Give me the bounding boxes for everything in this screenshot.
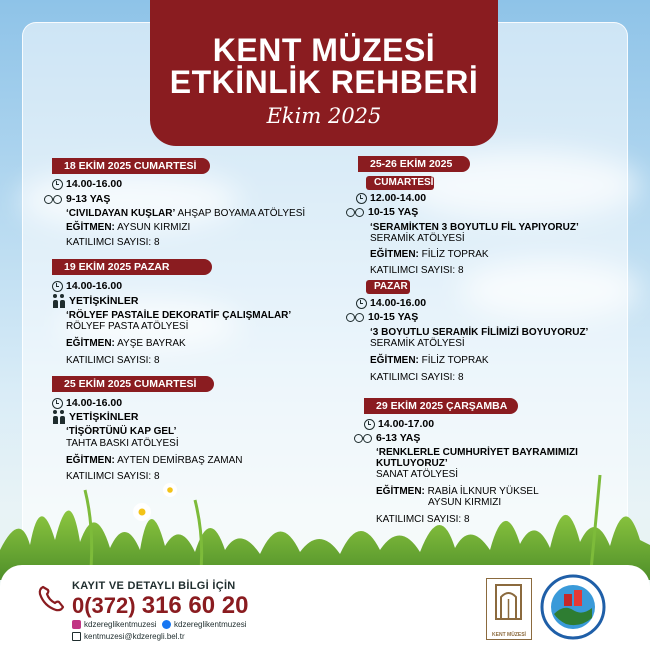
event-time: 14.00-16.00 bbox=[66, 280, 123, 292]
event-time: 14.00-17.00 bbox=[378, 418, 435, 430]
event-participants: 8 bbox=[154, 355, 160, 366]
event-title-line-1: ‘RENKLERLE CUMHURİYET BAYRAMIMIZI bbox=[376, 447, 578, 458]
event-time: 14.00-16.00 bbox=[370, 297, 427, 309]
event-title: ‘TİŞÖRTÜNÜ KAP GEL’ bbox=[66, 426, 177, 437]
phone-number[interactable]: 316 60 20 bbox=[141, 592, 249, 619]
event-audience: 9-13 YAŞ bbox=[66, 193, 111, 205]
event-title: ‘SERAMİKTEN 3 BOYUTLU FİL YAPIYORUZ’ bbox=[370, 222, 579, 233]
clock-icon bbox=[52, 281, 63, 292]
instructor-label: EĞİTMEN: bbox=[370, 355, 419, 366]
participants-label: KATILIMCI SAYISI: bbox=[370, 265, 456, 276]
event-date: 29 EKİM 2025 ÇARŞAMBA bbox=[364, 398, 518, 414]
info-label: KAYIT VE DETAYLI BİLGİ İÇİN bbox=[72, 580, 236, 592]
title-line-2: ETKİNLİK REHBERİ bbox=[169, 64, 479, 100]
instagram-link[interactable] bbox=[72, 620, 156, 629]
museum-logo bbox=[486, 578, 532, 640]
clock-icon bbox=[356, 298, 367, 309]
title-line-1: KENT MÜZESİ bbox=[212, 32, 436, 68]
event-date: 18 EKİM 2025 CUMARTESİ bbox=[52, 158, 210, 174]
event-workshop: SERAMİK ATÖLYESİ bbox=[370, 233, 465, 244]
event-audience: 10-15 YAŞ bbox=[368, 311, 419, 323]
email-icon bbox=[72, 632, 81, 641]
clock-icon bbox=[52, 179, 63, 190]
event-participants: 8 bbox=[458, 372, 464, 383]
grass-decoration bbox=[0, 470, 650, 580]
municipality-logo bbox=[540, 574, 606, 640]
event-instructor: AYŞE BAYRAK bbox=[117, 338, 186, 349]
session-day: CUMARTESİ bbox=[366, 176, 434, 190]
instructor-label: EĞİTMEN: bbox=[66, 222, 115, 233]
event-audience: YETİŞKİNLER bbox=[69, 411, 139, 423]
event-instructor: AYSUN KIRMIZI bbox=[117, 222, 191, 233]
event-title: ‘CIVILDAYAN KUŞLAR’ bbox=[66, 208, 176, 219]
event-participants: 8 bbox=[154, 237, 160, 248]
event-instructor: FİLİZ TOPRAK bbox=[421, 355, 489, 366]
participants-label: KATILIMCI SAYISI: bbox=[66, 355, 152, 366]
event-instructor: FİLİZ TOPRAK bbox=[421, 249, 489, 260]
instagram-icon bbox=[72, 620, 81, 629]
header-banner bbox=[150, 0, 498, 146]
event-participants: 8 bbox=[464, 514, 470, 525]
clock-icon bbox=[52, 398, 63, 409]
event-workshop: RÖLYEF PASTA ATÖLYESİ bbox=[66, 321, 189, 332]
participants-label: KATILIMCI SAYISI: bbox=[66, 471, 152, 482]
email-link[interactable] bbox=[72, 632, 185, 641]
instructor-label: EĞİTMEN: bbox=[376, 486, 425, 497]
instructor-label: EĞİTMEN: bbox=[66, 338, 115, 349]
daisy-icon bbox=[133, 483, 177, 521]
instructor-label: EĞİTMEN: bbox=[370, 249, 419, 260]
facebook-link[interactable] bbox=[162, 620, 246, 629]
event-instructor: AYTEN DEMİRBAŞ ZAMAN bbox=[117, 455, 243, 466]
event-date: 19 EKİM 2025 PAZAR bbox=[52, 259, 212, 275]
event-time: 14.00-16.00 bbox=[66, 397, 123, 409]
adults-icon bbox=[52, 410, 66, 424]
participants-label: KATILIMCI SAYISI: bbox=[376, 514, 462, 525]
phone-prefix: 0(372) bbox=[72, 593, 136, 618]
session-day: PAZAR bbox=[366, 280, 410, 294]
event-instructor-2: AYSUN KIRMIZI bbox=[428, 497, 502, 508]
event-workshop: SERAMİK ATÖLYESİ bbox=[370, 338, 465, 349]
event-instructor: RABİA İLKNUR YÜKSEL bbox=[427, 486, 539, 497]
adults-icon bbox=[52, 294, 66, 308]
museum-logo-text: KENT MÜZESİ bbox=[492, 632, 526, 638]
event-audience: 10-15 YAŞ bbox=[368, 206, 419, 218]
email-address: kentmuzesi@kdzeregli.bel.tr bbox=[84, 632, 185, 641]
event-participants: 8 bbox=[458, 265, 464, 276]
event-workshop: AHŞAP BOYAMA ATÖLYESİ bbox=[177, 208, 306, 219]
event-audience: 6-13 YAŞ bbox=[376, 432, 421, 444]
event-title: ‘RÖLYEF PASTAİLE DEKORATİF ÇALIŞMALAR’ bbox=[66, 310, 292, 321]
subtitle: Ekim 2025 bbox=[266, 104, 382, 128]
instructor-label: EĞİTMEN: bbox=[66, 455, 115, 466]
children-icon bbox=[346, 207, 366, 218]
event-participants: 8 bbox=[154, 471, 160, 482]
participants-label: KATILIMCI SAYISI: bbox=[370, 372, 456, 383]
event-workshop: TAHTA BASKI ATÖLYESİ bbox=[66, 438, 179, 449]
facebook-icon bbox=[162, 620, 171, 629]
event-title-line-2: KUTLUYORUZ’ bbox=[376, 458, 448, 469]
clock-icon bbox=[364, 419, 375, 430]
instagram-handle: kdzereglikentmuzesi bbox=[84, 620, 157, 629]
children-icon bbox=[354, 433, 374, 444]
event-date: 25-26 EKİM 2025 bbox=[358, 156, 470, 172]
event-title: ‘3 BOYUTLU SERAMİK FİLİMİZİ BOYUYORUZ’ bbox=[370, 327, 589, 338]
event-time: 12.00-14.00 bbox=[370, 192, 427, 204]
event-time: 14.00-16.00 bbox=[66, 178, 123, 190]
clock-icon bbox=[356, 193, 367, 204]
event-date: 25 EKİM 2025 CUMARTESİ bbox=[52, 376, 214, 392]
facebook-handle: kdzereglikentmuzesi bbox=[174, 620, 247, 629]
participants-label: KATILIMCI SAYISI: bbox=[66, 237, 152, 248]
phone-icon bbox=[36, 584, 66, 614]
event-audience: YETİŞKİNLER bbox=[69, 295, 139, 307]
children-icon bbox=[44, 194, 64, 205]
children-icon bbox=[346, 312, 366, 323]
event-workshop: SANAT ATÖLYESİ bbox=[376, 469, 459, 480]
